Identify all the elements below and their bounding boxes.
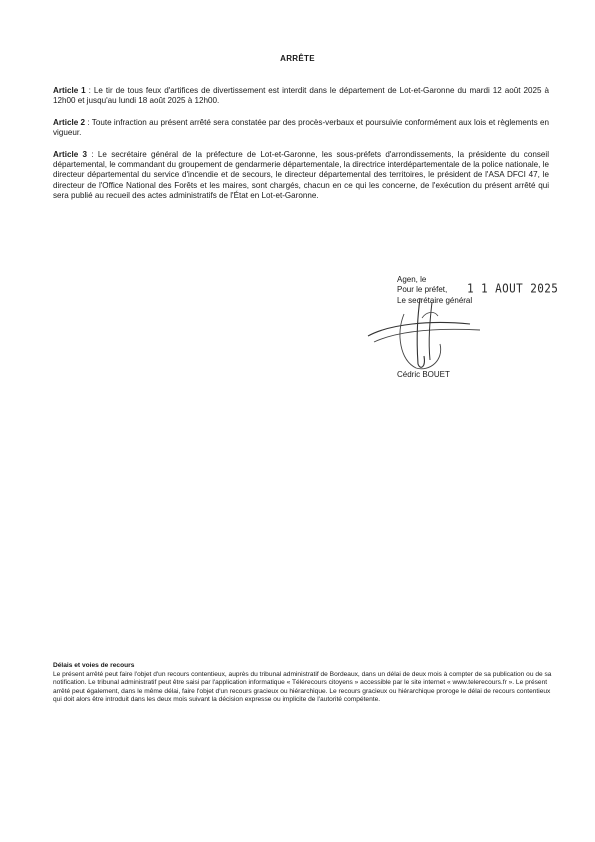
articles-section <box>53 86 549 213</box>
article-2-label: Article 2 <box>53 117 86 127</box>
signature-delegation: Pour le préfet, <box>397 285 448 295</box>
article-2-text: : Toute infraction au présent arrêté sera constatée par des procès-verbaux et poursuivie conformément aux lois et règlements en vigueur. <box>53 117 549 138</box>
article-1-label: Article 1 <box>53 86 86 95</box>
article-1-text: : Le tir de tous feux d'artifices de divertissement est interdit dans le département de Lot-et-Garonne du mardi 12 août 2025 à 12h00 et jusqu'au lundi 18 août 2025 à 12h00. <box>53 86 549 106</box>
recours-title: Délais et voies de recours <box>53 662 135 669</box>
signature-role: Le secrétaire général <box>397 295 473 305</box>
signer-name: Cédric BOUET <box>397 370 450 379</box>
handwritten-signature <box>360 294 500 374</box>
signature-place: Agen, le <box>397 275 427 284</box>
date-stamp: 1 1 AOUT 2025 <box>467 281 559 296</box>
article-3-text: : Le secrétaire général de la préfecture de Lot-et-Garonne, les sous-préfets d'arrondissements, la présidente du conseil départemental, le commandant du groupement de gendarmerie départementale, la directrice interdépartementale de la police nationale, le directeur départemental du service d'incendie et de secours, le directeur départemental des territoires, le président de l'ASA DFCI 47, le directeur de l'Office National des Forêts et les maires, sont chargés, chacun en ce qui les concerne, de l'exécution du présent arrêté qui sera publié au recueil des actes administratifs de l'État en Lot-et-Garonne. <box>53 149 549 201</box>
article-3 <box>53 150 549 202</box>
article-2 <box>53 118 549 139</box>
document-title: ARRÊTE <box>280 54 315 63</box>
article-3-label: Article 3 <box>53 149 88 159</box>
recours-text: Le présent arrêté peut faire l'objet d'un recours contentieux, auprès du tribunal administratif de Bordeaux, dans un délai de deux mois à compter de sa publication ou de sa notification. Le tribunal administratif peut être saisi par l'application informatique « Télérecours citoyens » accessible par le site internet « www.telerecours.fr ». Le présent arrêté peut également, dans le même délai, faire l'objet d'un recours gracieux ou hiérarchique. Le recours gracieux ou hiérarchique proroge le délai de recours contentieux qui doit alors être introduit dans les deux mois suivant la décision expresse ou implicite de l'autorité compétente. <box>53 670 552 704</box>
article-1 <box>53 86 549 107</box>
recours-section <box>53 662 553 705</box>
